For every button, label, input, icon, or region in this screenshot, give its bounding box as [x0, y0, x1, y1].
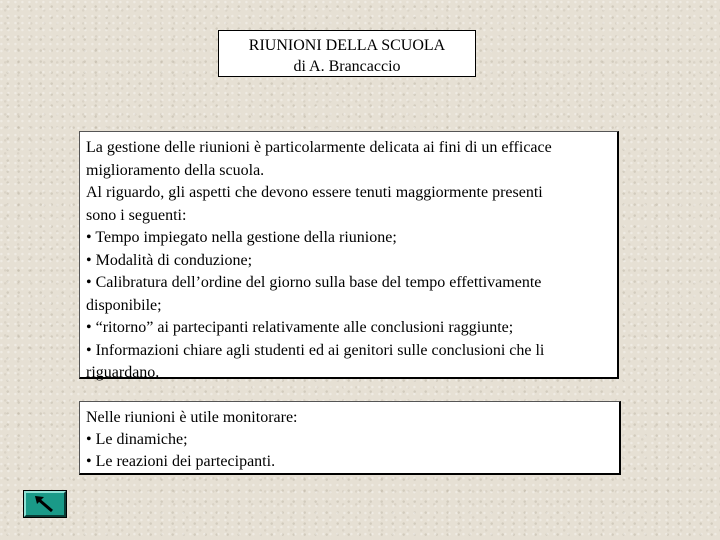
main-text-box [79, 131, 619, 379]
bullet-item: • Informazioni chiare agli studenti ed ai genitori sulle conclusioni che li [86, 341, 545, 359]
text-line: riguardano. [86, 364, 160, 381]
bullet-item: • Calibratura dell’ordine del giorno sulla base del tempo effettivamente [86, 274, 542, 291]
slide-title: RIUNIONI DELLA SCUOLA [248, 37, 446, 54]
back-navigation-button[interactable] [24, 491, 66, 517]
bullet-item: • Le reazioni dei partecipanti. [86, 453, 276, 470]
bullet-item: • Le dinamiche; [86, 431, 188, 448]
bullet-item: • Modalità di conduzione; [86, 251, 253, 269]
bullet-item: • Tempo impiegato nella gestione della riunione; [86, 229, 397, 246]
text-line: La gestione delle riunioni è particolarmente delicata ai fini di un efficace [86, 139, 552, 156]
text-line: Nelle riunioni è utile monitorare: [86, 409, 298, 426]
bullet-item: • “ritorno” ai partecipanti relativamente alle conclusioni raggiunte; [86, 319, 514, 336]
text-line: sono i seguenti: [86, 206, 187, 224]
title-box [218, 30, 476, 77]
text-line: disponibile; [86, 296, 162, 314]
slide-author: di A. Brancaccio [293, 58, 401, 75]
text-line: miglioramento della scuola. [86, 161, 265, 179]
text-line: Al riguardo, gli aspetti che devono essere tenuti maggiormente presenti [86, 184, 543, 201]
monitoring-text-box [79, 401, 621, 475]
